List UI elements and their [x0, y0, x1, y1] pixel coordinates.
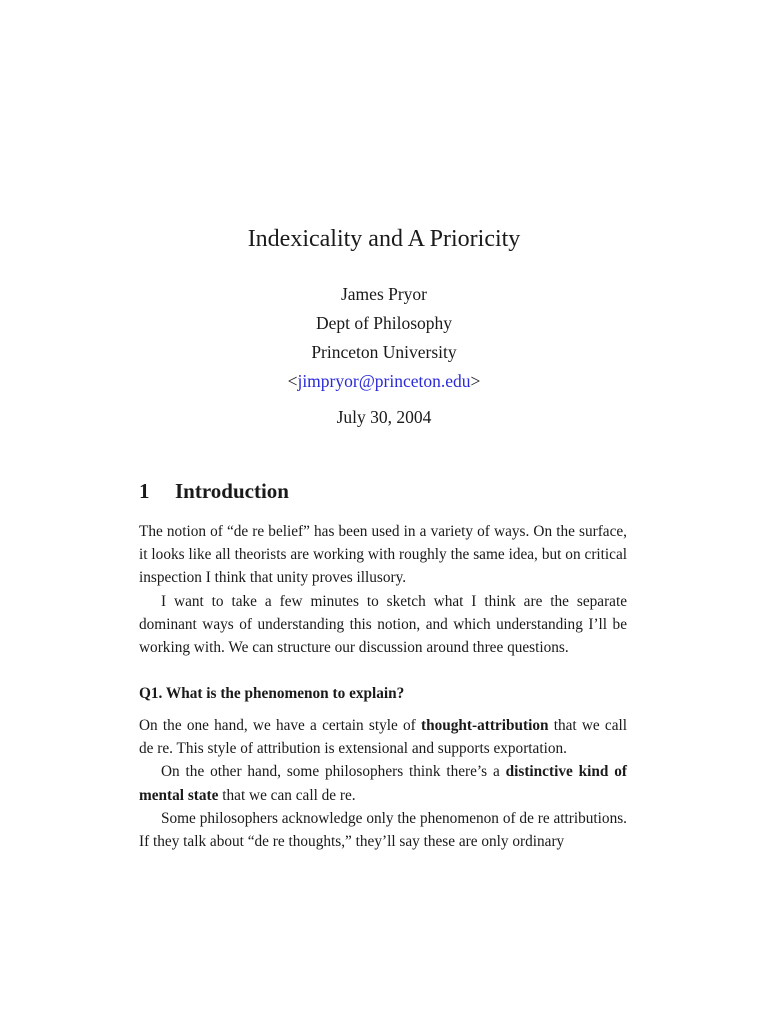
text-run: On the other hand, some philosophers think there’s a	[161, 763, 506, 781]
email-open-bracket: <	[287, 371, 298, 391]
author-university: Princeton University	[311, 342, 457, 362]
author-name: James Pryor	[340, 284, 428, 304]
section-heading-introduction	[139, 476, 289, 506]
author-email-line	[0, 367, 768, 396]
paragraph: Some philosophers acknowledge only the phenomenon of de re attributions. If they talk about “de re thoughts,” they’ll say these are only ordinary	[139, 809, 627, 851]
author-email-link[interactable]: jimpryor@princeton.edu	[297, 371, 471, 391]
paragraph	[139, 760, 627, 806]
paper-date: July 30, 2004	[336, 407, 432, 427]
introduction-body	[139, 520, 627, 659]
paragraph	[139, 714, 627, 760]
section-number: 1	[139, 479, 150, 503]
email-close-bracket: >	[470, 371, 481, 391]
subheading-q1: Q1. What is the phenomenon to explain?	[139, 685, 405, 702]
section-title: Introduction	[175, 479, 289, 503]
author-block	[0, 280, 768, 396]
bold-term: thought-attribution	[420, 717, 549, 734]
text-run: that we can call de re.	[218, 786, 356, 804]
text-run: On the one hand, we have a certain style of	[139, 717, 421, 734]
bold-term: distinctive kind of mental state	[139, 763, 627, 804]
paragraph: I want to take a few minutes to sketch what I think are the separate dominant ways of understanding this notion, and which understanding I’ll be working with. We can structure our discussion around three questions.	[139, 592, 627, 657]
q1-body	[139, 714, 627, 853]
paper-title: Indexicality and A Prioricity	[247, 226, 521, 252]
author-department: Dept of Philosophy	[315, 313, 453, 333]
paragraph: The notion of “de re belief” has been used in a variety of ways. On the surface, it looks like all theorists are working with roughly the same idea, but on critical inspection I think that unity proves illusory.	[139, 523, 627, 587]
text-run: that we call de re. This style of attribution is extensional and supports exportation.	[139, 717, 627, 758]
